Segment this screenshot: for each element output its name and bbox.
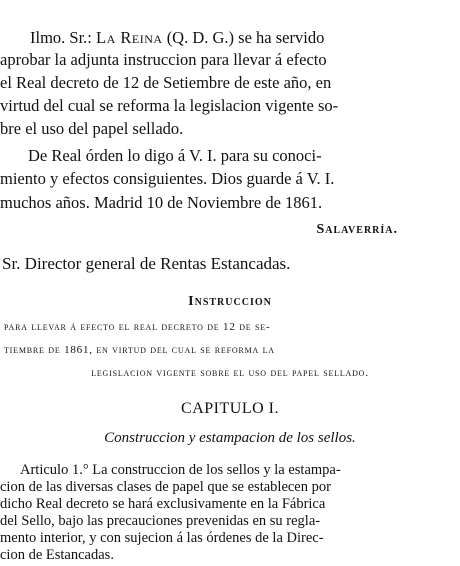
articulo-1-line-4: del Sello, bajo las precauciones prevenidas en su regla- (0, 513, 321, 529)
letter-p2-line-2: miento y efectos consiguientes. Dios guarde á V. I. (0, 169, 335, 188)
chapter-subtitle: Construccion y estampacion de los sellos. (104, 430, 356, 446)
letter-p2-line-1: De Real órden lo digo á V. I. para su conoci- (28, 146, 322, 165)
signature: Salaverría. (316, 222, 398, 237)
chapter-title: CAPITULO I. (181, 400, 279, 417)
articulo-1-line-2: cion de las diversas clases de papel que se establecen por (0, 479, 331, 495)
addressee: Sr. Director general de Rentas Estancadas. (2, 254, 291, 273)
articulo-1-line-3: dicho Real decreto se hará exclusivamente en la Fábrica (0, 496, 326, 512)
articulo-1-line-1: Articulo 1.° La construccion de los sellos y la estampa- (20, 462, 341, 478)
letter-line-1-rest: (Q. D. G.) se ha servido (162, 28, 325, 47)
instruccion-sub-line-1: para llevar á efecto el real decreto de 12 de se- (4, 321, 271, 333)
letter-line-1 (30, 28, 460, 48)
articulo-1-line-5: mento interior, y con sujecion á las órdenes de la Direc- (0, 530, 324, 546)
letter-line-3: el Real decreto de 12 de Setiembre de este año, en (0, 73, 332, 92)
letter-line-4: virtud del cual se reforma la legislacion vigente so- (0, 96, 339, 115)
articulo-1-line-6: cion de Estancadas. (0, 547, 114, 563)
salutation: Ilmo. Sr.: (30, 28, 97, 47)
instruccion-sub-line-2: tiembre de 1861, en virtud del cual se reforma la (4, 344, 275, 356)
letter-line-2: aprobar la adjunta instruccion para llevar á efecto (0, 50, 327, 69)
instruccion-sub-line-3: legislacion vigente sobre el uso del papel sellado. (91, 367, 369, 379)
letter-line-5: bre el uso del papel sellado. (0, 119, 184, 138)
la-reina-small-caps: La Reina (96, 28, 163, 47)
letter-p2-line-3: muchos años. Madrid 10 de Noviembre de 1861. (0, 193, 323, 212)
instruccion-heading: Instruccion (188, 294, 272, 309)
